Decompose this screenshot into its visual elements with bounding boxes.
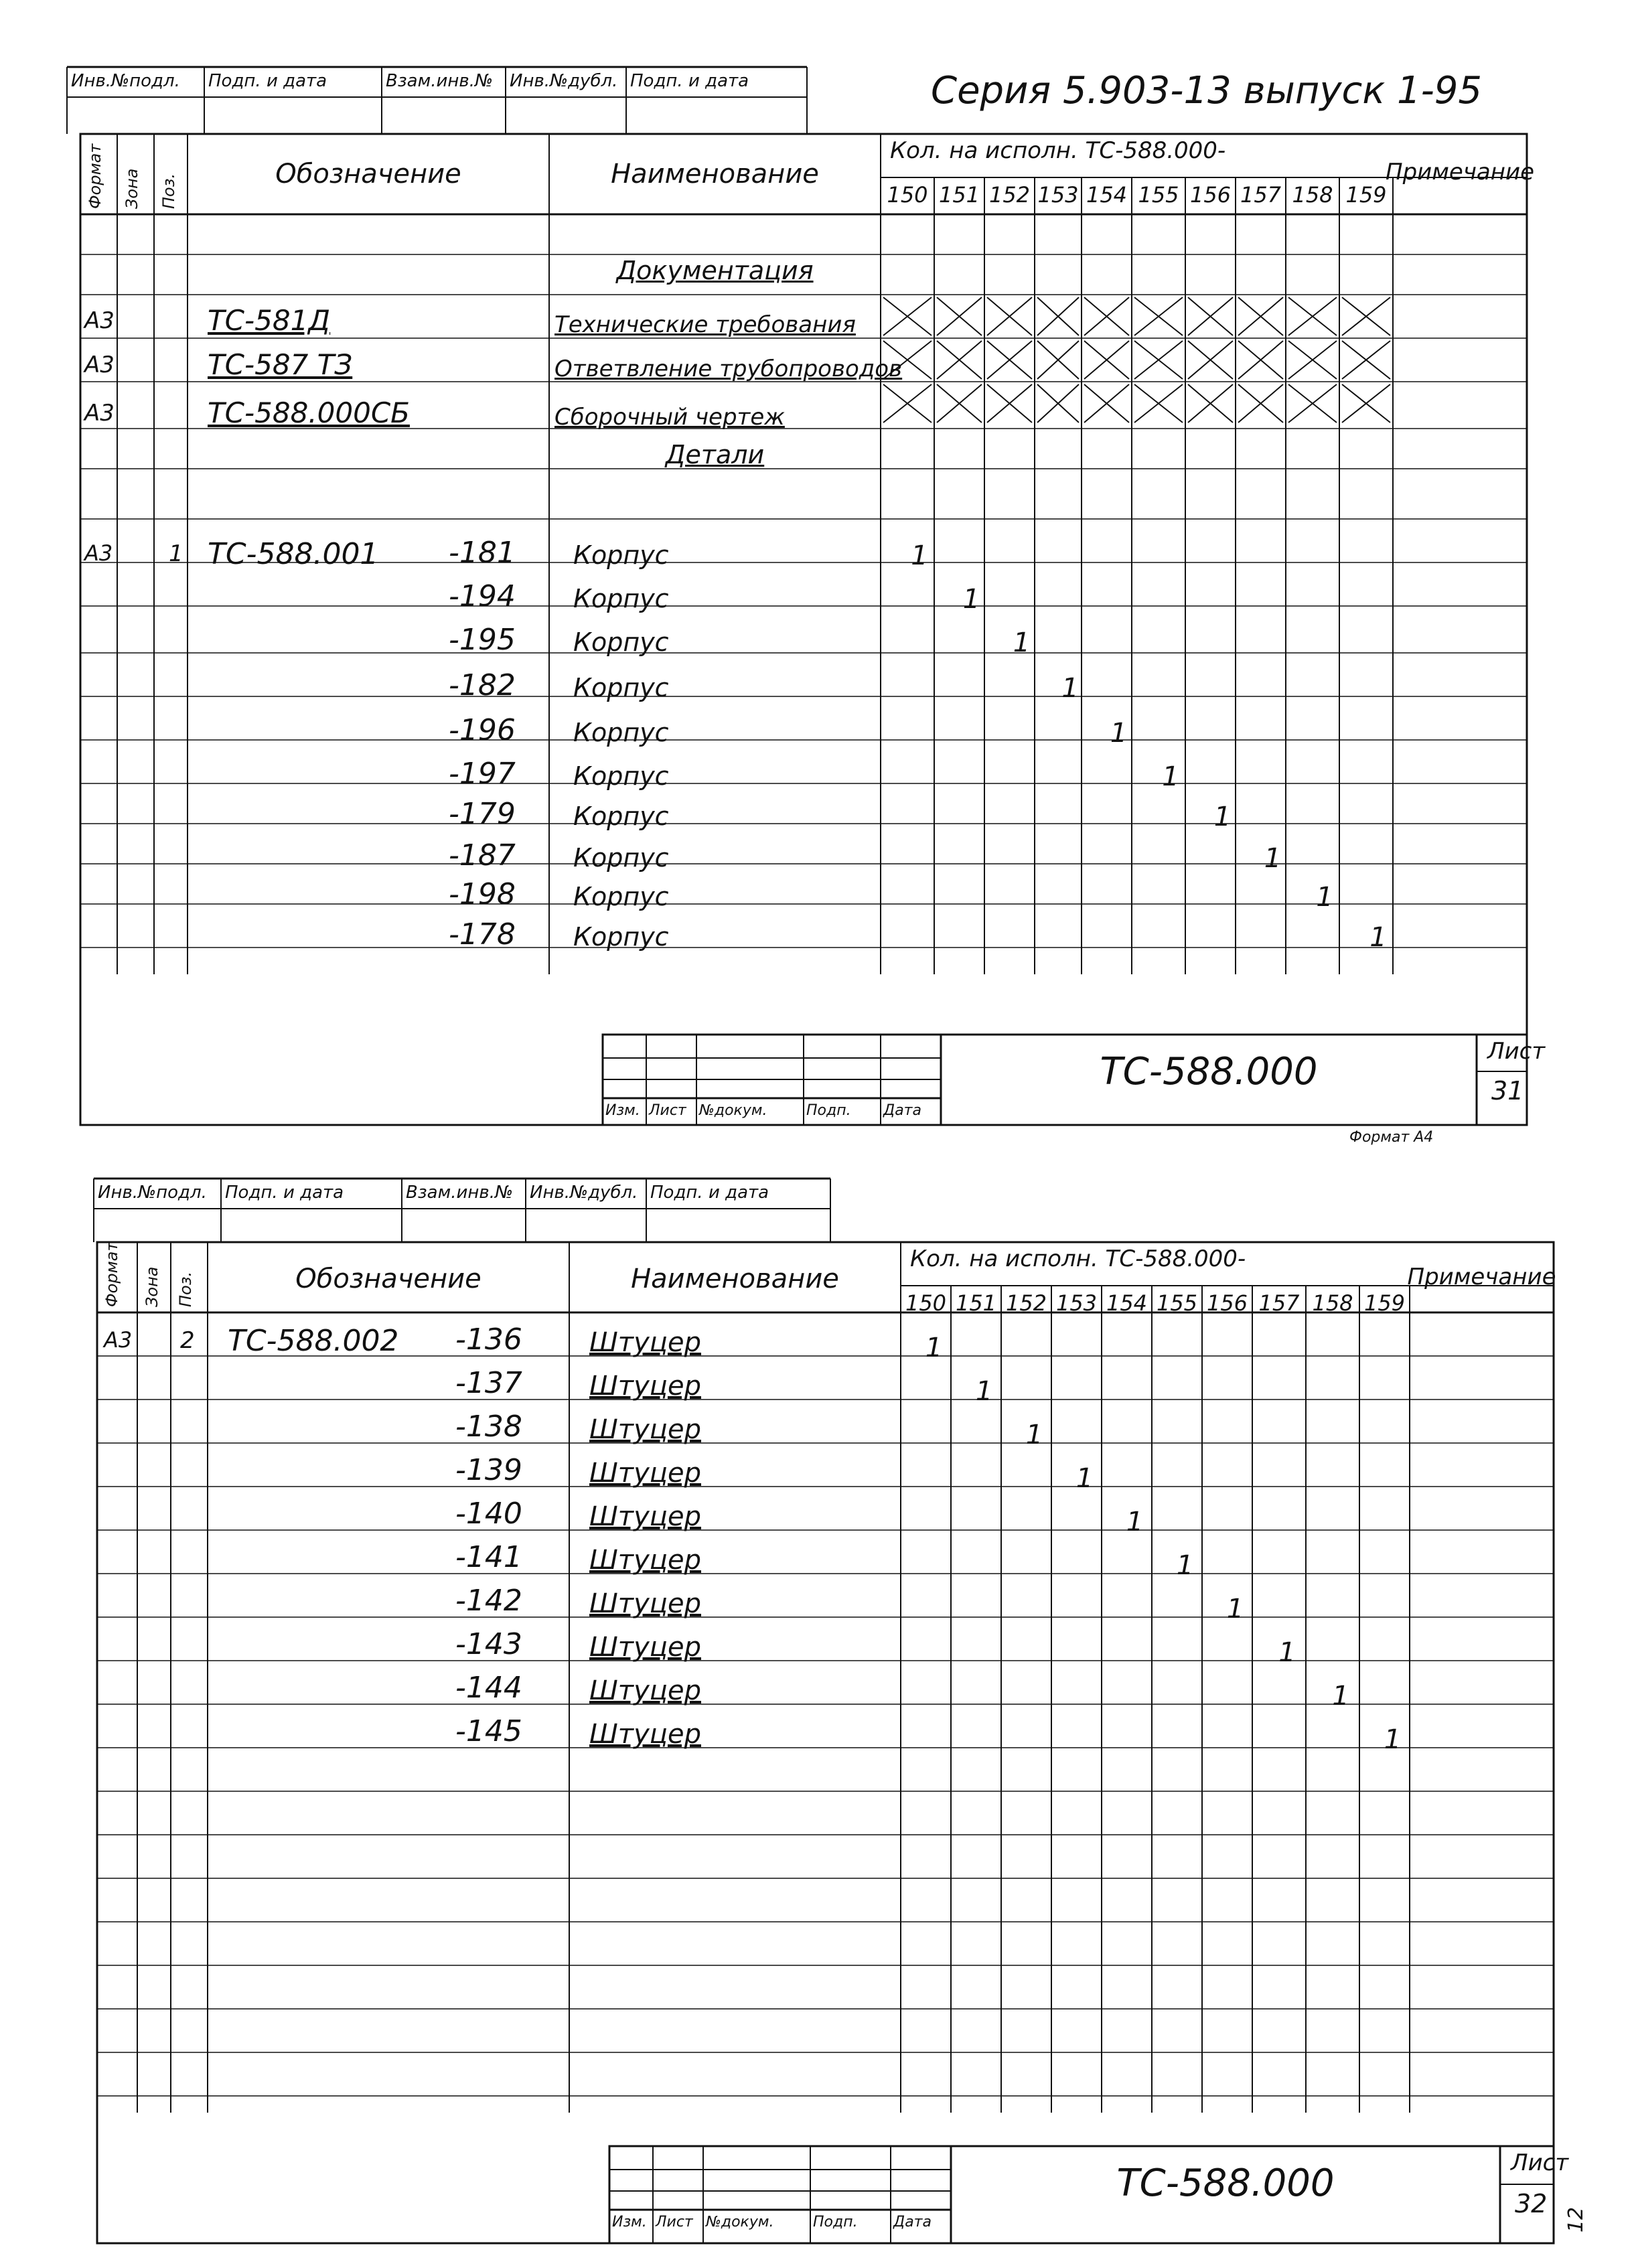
part-quantity: 1 (1110, 718, 1128, 749)
part-name: Корпус (573, 843, 669, 873)
part-quantity: 1 (1213, 802, 1232, 832)
part-name: Корпус (573, 922, 669, 952)
sheet-number: 32 (1515, 2189, 1548, 2218)
part-suffix: -187 (449, 838, 516, 873)
part-suffix: -138 (455, 1410, 522, 1444)
title-block-label: Лист (649, 1102, 686, 1119)
part-quantity: 1 (1162, 761, 1179, 792)
part-quantity: 1 (1369, 922, 1387, 953)
header-name: Наименование (611, 159, 819, 190)
header-name: Наименование (631, 1264, 839, 1294)
header-variant-155: 155 (1156, 1290, 1198, 1316)
header-variant-154: 154 (1086, 182, 1128, 208)
part-quantity: 1 (1025, 1420, 1043, 1450)
part-quantity: 1 (1264, 843, 1282, 874)
sheet-label: Лист (1511, 2149, 1569, 2176)
part-quantity: 1 (1061, 673, 1079, 704)
header-designation: Обозначение (275, 159, 461, 190)
doc-designation: ТС-581Д (208, 304, 331, 337)
part-name: Штуцер (589, 1458, 701, 1489)
part-name: Штуцер (589, 1545, 701, 1576)
part-name: Штуцер (589, 1675, 701, 1706)
header-variant-154: 154 (1106, 1290, 1148, 1316)
header-variant-158: 158 (1312, 1290, 1353, 1316)
part-quantity: 1 (1332, 1681, 1349, 1712)
part-quantity: 1 (1384, 1724, 1402, 1755)
part-quantity: 1 (975, 1376, 993, 1407)
part-suffix: -181 (449, 536, 516, 570)
part-quantity: 1 (1126, 1507, 1144, 1537)
header-variant-152: 152 (1005, 1290, 1047, 1316)
title-block-label: №докум. (699, 1102, 767, 1119)
doc-designation: ТС-588.000СБ (208, 396, 410, 429)
header-variant-159: 159 (1345, 182, 1387, 208)
part-name: Штуцер (589, 1632, 701, 1663)
header-variant-151: 151 (955, 1290, 997, 1316)
header-qty: Кол. на исполн. ТС-588.000- (910, 1245, 1246, 1272)
document-number: ТС-588.000 (1100, 1050, 1318, 1093)
format-label: Формат А4 (1349, 1129, 1434, 1146)
part-name: Корпус (573, 802, 669, 831)
part-suffix: -197 (449, 757, 516, 791)
stamp-label: Взам.инв.№ (406, 1183, 513, 1203)
part-name: Штуцер (589, 1501, 701, 1532)
part-suffix: -139 (455, 1453, 522, 1487)
part-suffix: -141 (455, 1540, 522, 1574)
stamp-label: Инв.№дубл. (530, 1183, 638, 1203)
part-name: Корпус (573, 718, 669, 747)
stamp-label: Подп. и дата (630, 71, 749, 91)
stamp-label: Подп. и дата (650, 1183, 769, 1203)
table-frame (97, 1242, 1554, 2243)
part-name: Корпус (573, 584, 669, 613)
title-block-label: Изм. (612, 2214, 647, 2231)
part-suffix: -194 (449, 579, 516, 613)
part-name: Штуцер (589, 1414, 701, 1445)
header-variant-156: 156 (1206, 1290, 1248, 1316)
part-name: Корпус (573, 882, 669, 911)
sheet-number: 31 (1491, 1076, 1524, 1106)
part-suffix: -136 (455, 1322, 522, 1357)
doc-designation: ТС-587 ТЗ (208, 348, 353, 381)
part-suffix: -140 (455, 1497, 522, 1531)
part-suffix: -182 (449, 668, 516, 702)
header-format: Формат (86, 143, 104, 209)
header-variant-153: 153 (1055, 1290, 1098, 1316)
corner-mark: 12 (1564, 2206, 1588, 2233)
header-variant-151: 151 (938, 182, 980, 208)
part-position: 1 (169, 540, 183, 567)
part-name: Корпус (573, 540, 669, 570)
stamp-label: Подп. и дата (208, 71, 327, 91)
title-block-label: Дата (883, 1102, 921, 1119)
stamp-label: Инв.№дубл. (510, 71, 618, 91)
header-zone: Зона (143, 1266, 161, 1307)
part-suffix: -178 (449, 917, 516, 952)
stamp-label: Инв.№подл. (98, 1183, 207, 1203)
part-suffix: -143 (455, 1627, 522, 1661)
header-designation: Обозначение (295, 1264, 481, 1294)
doc-format: А3 (84, 352, 115, 378)
title-block-label: Подп. (813, 2214, 858, 2231)
part-designation: ТС-588.001 (208, 537, 379, 571)
part-suffix: -137 (455, 1366, 522, 1400)
doc-name: Сборочный чертеж (554, 404, 785, 431)
header-variant-158: 158 (1292, 182, 1333, 208)
part-format: А3 (84, 540, 113, 566)
part-suffix: -144 (455, 1671, 522, 1705)
doc-format: А3 (84, 400, 115, 427)
part-quantity: 1 (1176, 1550, 1194, 1581)
header-variant-157: 157 (1240, 182, 1282, 208)
part-suffix: -179 (449, 797, 516, 831)
part-position: 2 (180, 1327, 195, 1354)
document-number: ТС-588.000 (1116, 2162, 1335, 2205)
part-name: Корпус (573, 673, 669, 702)
stamp-label: Подп. и дата (225, 1183, 344, 1203)
title-block-label: Подп. (806, 1102, 851, 1119)
part-quantity: 1 (911, 540, 928, 571)
title-block-label: Дата (893, 2214, 932, 2231)
stamp-label: Взам.инв.№ (386, 71, 493, 91)
header-note: Примечание (1407, 1264, 1556, 1290)
sheet-label: Лист (1487, 1038, 1546, 1065)
series-title: Серия 5.903-13 выпуск 1-95 (931, 69, 1483, 112)
title-block-label: Лист (656, 2214, 693, 2231)
section-details: Детали (665, 440, 765, 469)
header-variant-153: 153 (1037, 182, 1079, 208)
part-quantity: 1 (925, 1333, 943, 1363)
header-note: Примечание (1386, 159, 1534, 185)
part-designation: ТС-588.002 (228, 1324, 399, 1358)
doc-format: А3 (84, 307, 115, 334)
part-name: Корпус (573, 627, 669, 657)
header-variant-150: 150 (905, 1290, 947, 1316)
header-pos: Поз. (176, 1271, 195, 1307)
part-suffix: -198 (449, 877, 516, 911)
header-variant-155: 155 (1138, 182, 1179, 208)
header-variant-157: 157 (1258, 1290, 1300, 1316)
part-format: А3 (104, 1327, 133, 1353)
part-name: Корпус (573, 761, 669, 791)
header-zone: Зона (123, 168, 141, 209)
part-suffix: -195 (449, 623, 516, 657)
part-quantity: 1 (1316, 882, 1333, 913)
title-block-label: Изм. (605, 1102, 640, 1119)
stamp-label: Инв.№подл. (71, 71, 180, 91)
part-name: Штуцер (589, 1719, 701, 1750)
part-name: Штуцер (589, 1327, 701, 1358)
part-quantity: 1 (1278, 1637, 1296, 1668)
header-variant-156: 156 (1189, 182, 1232, 208)
doc-name: Ответвление трубопроводов (554, 356, 903, 382)
header-format: Формат (102, 1241, 121, 1307)
part-suffix: -196 (449, 713, 516, 747)
part-suffix: -145 (455, 1714, 522, 1748)
header-variant-152: 152 (988, 182, 1031, 208)
header-qty: Кол. на исполн. ТС-588.000- (890, 137, 1226, 164)
part-suffix: -142 (455, 1584, 522, 1618)
section-documentation: Документация (616, 256, 814, 285)
part-quantity: 1 (1075, 1463, 1094, 1494)
part-name: Штуцер (589, 1588, 701, 1619)
header-variant-159: 159 (1363, 1290, 1406, 1316)
part-quantity: 1 (1226, 1594, 1244, 1624)
header-pos: Поз. (159, 173, 178, 209)
header-variant-150: 150 (887, 182, 928, 208)
part-quantity: 1 (1013, 627, 1031, 658)
doc-name: Технические требования (554, 311, 856, 338)
title-block-label: №докум. (706, 2214, 774, 2231)
part-name: Штуцер (589, 1371, 701, 1402)
part-quantity: 1 (962, 584, 980, 615)
